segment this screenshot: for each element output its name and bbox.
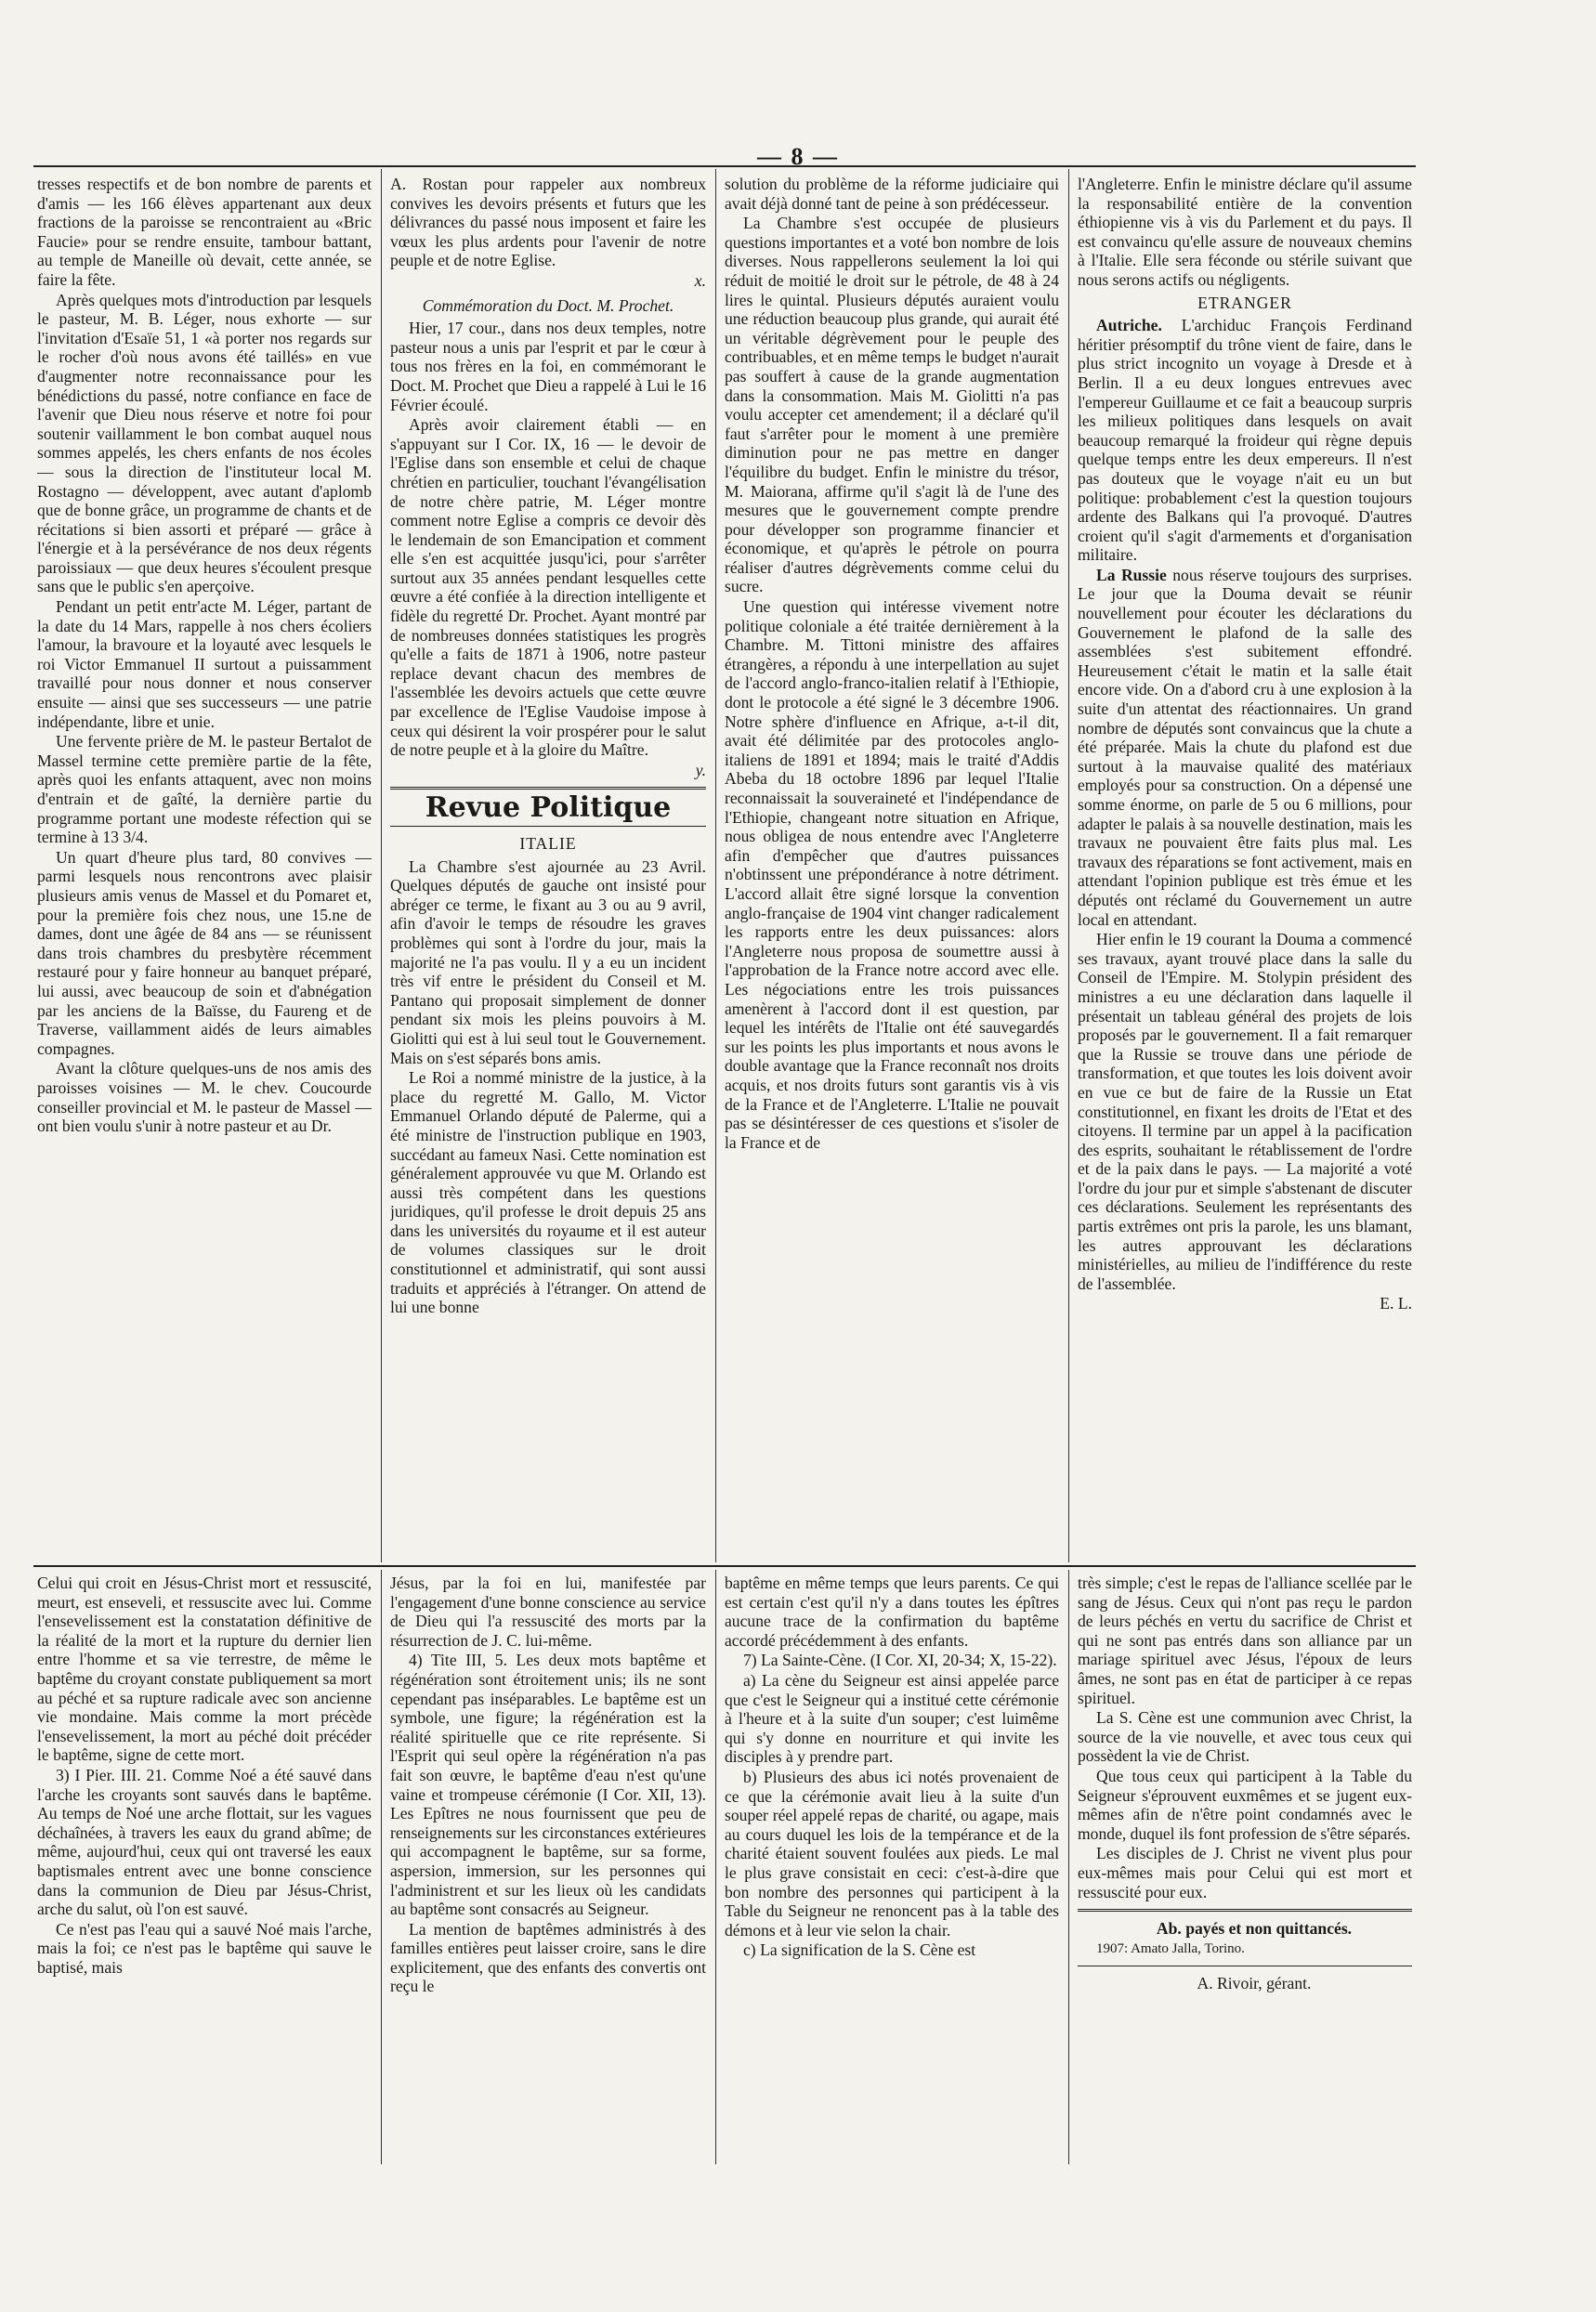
paragraph: tresses respectifs et de bon nombre de parents et d'amis — les 166 élèves appartenant aux deux fractions de la paroisse se rencontraient au «Bric Faucie» pour se rendre ensuite, tambour battant, au temple de Maneille où devait, cette année, se faire la fête.	[37, 175, 372, 289]
paragraph: La S. Cène est une communion avec Christ, la source de la vie nouvelle, et avec tous ceux qui possèdent la vie de Christ.	[1078, 1708, 1412, 1766]
paragraph-text: L'archiduc François Ferdinand héritier présomptif du trône vient de faire, dans le plus strict incognito un voyage à Dresde et à Berlin. Il a eu deux longues entrevues avec l'empereur Guillaume et ce fait a beaucoup surpris les milieux politiques dans lesquels on avait beaucoup remarqué la froideur qui règne depuis quelque temps entre les deux empereurs. Il n'est pas douteux que le voyage n'ait eu un but politique: probablement c'est la question toujours ardente des Balkans qui l'a provoqué. D'autres croient qu'il s'agit d'armements et d'organisation militaire.	[1078, 316, 1412, 565]
paragraph	[1078, 316, 1412, 565]
top-column-4	[1078, 175, 1412, 1562]
paragraph: 7) La Sainte-Cène. (I Cor. XI, 20-34; X, 15-22).	[743, 1651, 1057, 1670]
paragraph: La Chambre s'est ajournée au 23 Avril. Quelques députés de gauche ont insisté pour abréger ce terme, le fixant au 3 ou au 9 avril, afin d'avoir le temps de résoudre les graves problèmes qui sont à l'ordre du jour, mais la majorité ne l'a pas voulu. Il y a eu un incident très vif entre le président du Conseil et M. Pantano qui proposait simplement de donner pendant six mois les pleins pouvoirs à M. Giolitti qui est à lui seul tout le Gouvernement. Mais on s'est séparés bons amis.	[390, 856, 706, 1067]
bottom-column-2	[390, 1574, 706, 2168]
section-title: ITALIE	[519, 834, 577, 853]
paragraph: Une question qui intéresse vivement notre politique coloniale a été traitée dernièrement à la Chambre. M. Tittoni ministre des affaires étrangères, a répondu à une interpellation au sujet de l'accord anglo-franco-italien relatif à l'Ethiopie, dont le protocole a été signé le 3 décembre 1906. Notre sphère d'influence en Afrique, a-t-il dit, avait été délimitée par des protocoles anglo-italiens de 1891 et 1894; mais le traité d'Addis Abeba du 18 octobre 1896 par lequel l'Italie reconnaissait la souveraineté et l'indépendance de l'Ethiopie, changeant notre situation en Afrique, nous obligea de nous entendre avec l'Angleterre afin d'empêcher que d'autres puissances n'obtinssent une prépondérance à notre détriment. L'accord allait être signé lorsque la convention anglo-française de 1904 vint changer radicalement les rapports entre les deux puissances: alors l'Angleterre nous proposa de soumettre aussi à l'approbation de la France notre accord avec elle. Les négociations entre les trois puissances amenèrent à l'accord dont il est question, par lequel les intérêts de l'Italie ont été sauvegardés sur les points les plus importants et nous avons le double avantage que la France reconnaît nos droits acquis, et nos droits futurs sont garantis vis à vis de la France et de l'Angleterre. L'Italie ne pouvait pas se désintéresser de ces questions et s'isoler de la France et de	[725, 597, 1059, 1152]
notice-line: 1907: Amato Jalla, Torino.	[1096, 1940, 1245, 1956]
column-rule	[381, 169, 382, 1562]
signature: E. L.	[1380, 1294, 1412, 1313]
section-divider	[33, 1565, 1416, 1567]
column-rule	[715, 1570, 716, 2164]
paragraph: l'Angleterre. Enfin le ministre déclare qu'il assume la responsabilité entière de la convention éthiopienne vis à vis du Parlement et du pays. Il est convaincu qu'elle assure de nouveaux chemins à l'Italie. Elle sera féconde ou stérile suivant que nous serons actifs ou négligents.	[1078, 175, 1412, 289]
section-heading: Revue Politique	[425, 791, 672, 825]
paragraph-text: nous réserve toujours des surprises. Le jour que la Douma devait se réunir nouvellement pour écouter les déclarations du Gouvernement le plafond de la salle des assemblées s'est subitement effondré. Heureusement c'était le matin et la salle était encore vide. On a d'abord cru à une explosion à la suite d'un attentat des réactionnaires. Un grand nombre de députés sont convaincus que la chute a été préparée. Mais la chute du plafond est due surtout à la mauvaise qualité des matériaux employés pour sa construction. On a dépensé une somme énorme, on parle de 5 ou 6 millions, pour adapter le palais à sa nouvelle destination, mais les travaux ne pouvaient être faits plus mal. Les travaux des réparations se font activement, mais en attendant l'opinion publique est très émue et les députés ont réclamé du Gouvernement un autre local en attendant.	[1078, 565, 1412, 929]
header-rule	[33, 165, 1416, 167]
section-rule	[390, 826, 706, 827]
top-column-3	[725, 175, 1059, 1562]
top-column-2	[390, 175, 706, 1562]
paragraph: Jésus, par la foi en lui, manifestée par l'engagement d'une bonne conscience au service de Dieu qui l'a ressuscité des morts par la résurrection de J. C. lui-même.	[390, 1574, 706, 1650]
column-rule	[1068, 169, 1069, 1562]
signature: x.	[694, 270, 706, 290]
paragraph: Ce n'est pas l'eau qui a sauvé Noé mais l'arche, mais la foi; ce n'est pas le baptême qui sauve le baptisé, mais	[37, 1919, 372, 1977]
article-subtitle: Commémoration du Doct. M. Prochet.	[422, 295, 674, 315]
paragraph: 3) I Pier. III. 21. Comme Noé a été sauvé dans l'arche les croyants sont sauvés dans le baptême. Au temps de Noé une arche flottait, sur les vagues déchaînées, à travers les eaux du grand abîme; de même, aujourd'hui, ceux qui ont traversé les eaux baptismales entrent avec une bonne conscience dans la communion de Dieu par Jésus-Christ, arche du salut, où l'on est sauvé.	[37, 1765, 372, 1919]
paragraph: solution du problème de la réforme judiciaire qui avait déjà donné tant de peine à son prédécesseur.	[725, 175, 1059, 213]
paragraph: baptême en même temps que leurs parents. Ce qui est certain c'est qu'il n'y a dans toutes les épîtres aucune trace de la confirmation du baptême accordé précédemment à des enfants.	[725, 1574, 1059, 1650]
page-number: — 8 —	[757, 143, 839, 170]
paragraph: Une fervente prière de M. le pasteur Bertalot de Massel termine cette première partie de la fête, après quoi les enfants attaquent, avec non moins d'entrain et de gaîté, la dernière partie du programme portant une modeste réfection qui se termine à 13 3/4.	[37, 732, 372, 847]
paragraph: c) La signification de la S. Cène est	[743, 1940, 976, 1960]
paragraph: Que tous ceux qui participent à la Table du Seigneur s'éprouvent euxmêmes et se jugent eux-mêmes afin de n'être point condamnés avec le monde, duquel ils font profession de s'être séparés.	[1078, 1766, 1412, 1843]
signature: y.	[695, 760, 706, 779]
bottom-column-4	[1078, 1574, 1412, 2168]
section-title: ETRANGER	[1197, 293, 1292, 312]
gerant-signature: A. Rivoir, gérant.	[1197, 1974, 1312, 1993]
paragraph: 4) Tite III, 5. Les deux mots baptême et régénération sont étroitement unis; ils ne sont cependant pas inséparables. Le baptême est un symbole, une figure; la régénération est la réalité spirituelle que ce rite représente. Si l'Esprit qui seul opère la régénération n'a pas fait son œuvre, le baptême d'eau n'est qu'une vaine et trompeuse cérémonie (I Cor. XII, 13). Les Epîtres ne nous fournissent que peu de renseignements sur les circonstances extérieures qui accompagnent le baptême, sur sa forme, aspersion, immersion, sur les personnes qui l'administrent et sur les lieux où les candidats au baptême sont consacrés au Seigneur.	[390, 1651, 706, 1919]
paragraph: Hier enfin le 19 courant la Douma a commencé ses travaux, ayant trouvé place dans la salle du Conseil de l'Empire. M. Stolypin président des ministres a eu une déclaration dans laquelle il présentait un tableau général des projets de lois proposés par le gouvernement. Il a fait remarquer que la Russie se trouve dans une période de transformation, et que toutes les lois doivent avoir en vue ce but de faire de la Russie un Etat constitutionnel, en fixant les droits de l'Etat et des citoyens. Il termine par un appel à la pacification des esprits, souhaitant le rétablissement de l'ordre et de la paix dans le pays. — La majorité a voté l'ordre du jour pur et simple s'abstenant de discuter ces déclarations. Seulement les représentants des partis extrêmes ont pris la parole, les uns blamant, les autres approuvant les déclarations ministérielles, au milieu de l'indifférence du reste de l'assemblée.	[1078, 930, 1412, 1293]
paragraph	[1078, 566, 1412, 929]
bottom-column-1	[37, 1574, 372, 2168]
paragraph: Avant la clôture quelques-uns de nos amis des paroisses voisines — M. le chev. Coucourde conseiller provincial et M. le pasteur de Massel — ont bien voulu s'unir à notre pasteur et au Dr.	[37, 1059, 372, 1136]
paragraph: Un quart d'heure plus tard, 80 convives — parmi lesquels nous rencontrons avec plaisir plusieurs amis venus de Massel et du Pomaret et, pour la première fois chez nous, une 15.ne de dames, dont une âgée de 84 ans — se réunissent dans trois chambres du presbytère récemment restauré pour y faire honneur au banquet préparé, lui aussi, avec beaucoup de soin et d'abnégation par les anciens de la Baïsse, du Faureng et de Traverse, vaillamment aidés de leurs aimables compagnes.	[37, 847, 372, 1058]
column-rule	[715, 169, 716, 1562]
paragraph: Les disciples de J. Christ ne vivent plus pour eux-mêmes mais pour Celui qui est mort et ressuscité pour eux.	[1078, 1844, 1412, 1901]
country-lead: Autriche.	[1096, 316, 1162, 335]
paragraph: La Chambre s'est occupée de plusieurs questions importantes et a voté bon nombre de lois diverses. Nous rappellerons seulement la loi qui réduit de moitié le droit sur le pétrole, de 48 à 24 lires le quintal. Plusieurs députés auraient voulu une réduction beaucoup plus grande, qui aurait été un véritable dégrèvement pour le peuple des contribuables, et en même temps le budget n'aurait pas souffert à cause de la grande augmentation dans la consommation. Mais M. Giolitti n'a pas voulu accepter cet amendement; il a déclaré qu'il faut s'arrêter pour le moment à une première diminution pour ne pas mettre en danger l'équilibre du budget. Enfin le ministre du trésor, M. Maiorana, affirme qu'il s'agit là de l'une des mesures que le gouvernement compte prendre pour développer son programme financier et économique, et qu'après le pétrole on pourra réaliser d'autres dégrèvements comme celui du sucre.	[725, 214, 1059, 596]
column-rule	[381, 1570, 382, 2164]
column-rule	[1068, 1570, 1069, 2164]
paragraph: Celui qui croit en Jésus-Christ mort et ressuscité, meurt, est enseveli, et ressuscite avec lui. Comme l'ensevelissement est la constatation définitive de la réalité de la mort et la rupture du dernier lien entre l'homme et sa vie terrestre, de même le baptême du croyant constate publiquement sa mort au péché et sa rupture radicale avec son ancienne vie mondaine. Mais comme la mort précède l'ensevelissement, la mort au péché doit précéder le baptême, signe de cette mort.	[37, 1574, 372, 1765]
paragraph: a) La cène du Seigneur est ainsi appelée parce que c'est le Seigneur qui a institué cette cérémonie à l'heure et à la suite d'un souper; c'est luimême qui s'y donne en nourriture et qui invite les disciples à y prendre part.	[725, 1670, 1059, 1767]
notice-rule	[1078, 1909, 1412, 1912]
country-lead: La Russie	[1096, 565, 1167, 584]
paragraph: Le Roi a nommé ministre de la justice, à la place du regretté M. Gallo, M. Victor Emmanuel Orlando député de Palerme, qui a été ministre de l'instruction publique en 1903, succédant au fameux Nasi. Cette nomination est généralement approuvée vu que M. Orlando est aussi très compétent dans les questions juridiques, qu'il professe le droit depuis 25 ans dans les universités du royaume et il est auteur de volumes classiques sur le droit constitutionnel et administratif, qui sont aussi traduits et appréciés à l'étranger. On attend de lui une bonne	[390, 1068, 706, 1317]
paragraph: La mention de baptêmes administrés à des familles entières peut laisser croire, sans le dire explicitement, que des enfants des convertis ont reçu le	[390, 1919, 706, 1996]
paragraph: Après avoir clairement établi — en s'appuyant sur I Cor. IX, 16 — le devoir de l'Eglise dans son ensemble et celui de chaque chrétien en particulier, touchant l'évangélisation de notre chère patrie, M. Léger montre comment notre Eglise a compris ce devoir dès le lendemain de son Emancipation et comment elle s'en est acquittée jusqu'ici, pour s'arrêter surtout aux 35 années pendant lesquelles cette œuvre a été confiée à la direction intelligente et fidèle du regretté Dr. Prochet. Ayant montré par de nombreuses données statistiques les progrès qu'elle a faits de 1871 à 1906, notre pasteur replace devant chacun des membres de l'assemblée les devoirs actuels que cette œuvre par excellence de l'Eglise Vaudoise impose à ceux qui désirent la voir prospérer pour le salut de notre peuple et à la gloire du Maître.	[390, 415, 706, 760]
paragraph: très simple; c'est le repas de l'alliance scellée par le sang de Jésus. Ceux qui n'ont pas reçu le pardon de leurs péchés en vertu du sacrifice de Christ et qui ne sont pas entrés dans son alliance par un mariage spirituel avec Jésus, l'époux de leurs âmes, ne sont pas en état de participer à ce repas spirituel.	[1078, 1574, 1412, 1707]
bottom-column-3	[725, 1574, 1059, 2168]
paragraph: b) Plusieurs des abus ici notés provenaient de ce que la cérémonie avait lieu à la suite d'un souper réel appelé repas de charité, ou agape, mais au cours duquel les lois de la tempérance et de la charité étaient souvent foulées aux pieds. Le mal le plus grave consistait en ceci: c'est-à-dire que bon nombre des personnes qui participent à la Table du Seigneur ne renoncent pas à la table des démons et à leur vie selon la chair.	[725, 1767, 1059, 1940]
paragraph: A. Rostan pour rappeler aux nombreux convives les devoirs présents et futurs que les délivrances du passé nous imposent et faire les vœux les plus ardents pour l'avenir de notre peuple et de notre Eglise.	[390, 175, 706, 270]
top-column-1	[37, 175, 372, 1562]
paragraph: Pendant un petit entr'acte M. Léger, partant de la date du 14 Mars, rappelle à nos chers écoliers l'amour, la bravoure et la loyauté avec lesquels le roi Victor Emmanuel II surtout a puissamment travaillé pour nous donner et nous conserver ensuite — ainsi que ses successeurs — une patrie indépendante, libre et unie.	[37, 597, 372, 731]
paragraph: Hier, 17 cour., dans nos deux temples, notre pasteur nous a unis par l'esprit et par le cœur à tous nos frères en la foi, en commémorant le Doct. M. Prochet que Dieu a rappelé à Lui le 16 Février écoulé.	[390, 319, 706, 414]
section-rule	[390, 787, 706, 790]
paragraph: Après quelques mots d'introduction par lesquels le pasteur, M. B. Léger, nous exhorte — sur l'invitation d'Esaïe 51, 1 «à porter nos regards sur le rocher d'où nous avons été taillés» en vue d'augmenter notre reconnaissance pour les bénédictions du passé, notre confiance en face de l'avenir que Dieu nous réserve et notre foi pour soutenir vaillamment le bon combat auquel nous sommes appelés, les chers enfants de nos écoles — sous la direction de l'instituteur local M. Rostagno — développent, avec autant d'aplomb que de bonne grâce, un programme de chants et de récitations si bien assorti et préparé — grâce à l'énergie et à la persévérance de nos deux régents paroissiaux — que deux heures s'écoulent presque sans que le public s'en aperçoive.	[37, 290, 372, 596]
notice-title: Ab. payés et non quittancés.	[1156, 1919, 1353, 1939]
